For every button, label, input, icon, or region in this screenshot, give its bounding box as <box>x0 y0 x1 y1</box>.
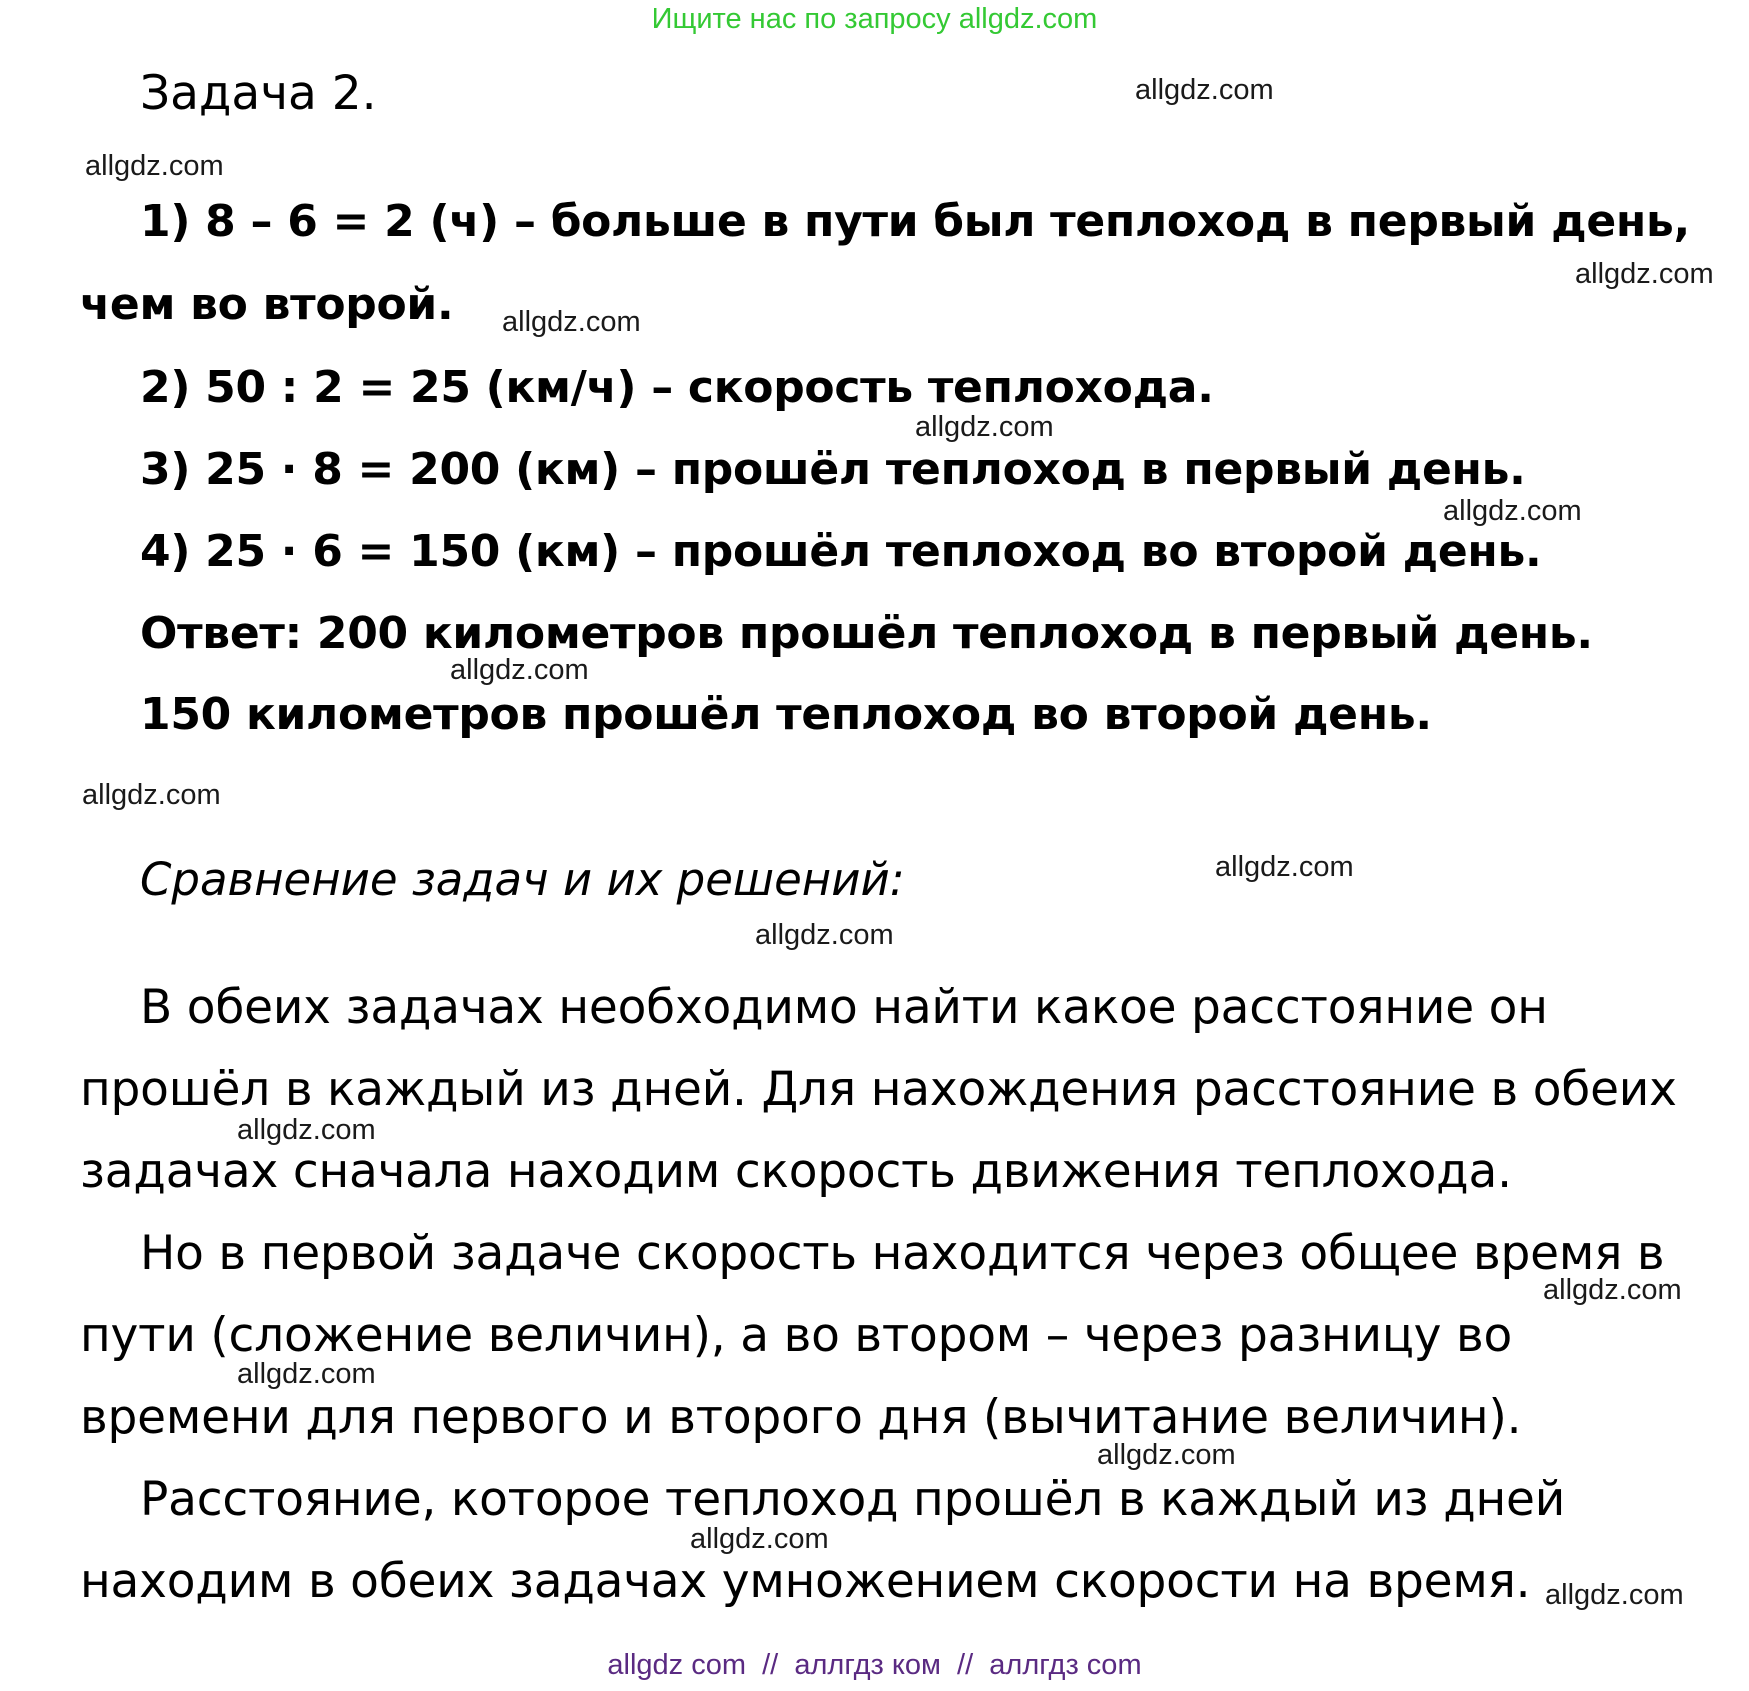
comparison-line-6: времени для первого и второго дня (вычитание величин). <box>80 1390 1522 1445</box>
answer-line-1: Ответ: 200 километров прошёл теплоход в первый день. <box>140 608 1593 659</box>
solution-step-3: 3) 25 · 8 = 200 (км) – прошёл теплоход в первый день. <box>140 444 1526 495</box>
watermark: allgdz.com <box>1543 1274 1682 1306</box>
solution-step-4: 4) 25 · 6 = 150 (км) – прошёл теплоход во второй день. <box>140 526 1542 577</box>
watermark: allgdz.com <box>1575 258 1714 290</box>
comparison-title: Сравнение задач и их решений: <box>140 853 905 906</box>
watermark: allgdz.com <box>85 150 224 182</box>
comparison-line-1: В обеих задачах необходимо найти какое расстояние он <box>140 980 1548 1035</box>
comparison-line-2: прошёл в каждый из дней. Для нахождения расстояние в обеих <box>80 1062 1677 1117</box>
watermark: allgdz.com <box>915 411 1054 443</box>
comparison-line-7: Расстояние, которое теплоход прошёл в каждый из дней <box>140 1472 1566 1527</box>
answer-line-2: 150 километров прошёл теплоход во второй день. <box>140 689 1432 740</box>
comparison-line-4: Но в первой задаче скорость находится через общее время в <box>140 1226 1665 1281</box>
watermark: allgdz.com <box>1135 74 1274 106</box>
watermark: allgdz.com <box>1545 1579 1684 1611</box>
watermark: allgdz.com <box>450 654 589 686</box>
comparison-line-3: задачах сначала находим скорость движения теплохода. <box>80 1144 1512 1199</box>
watermark: allgdz.com <box>237 1114 376 1146</box>
task-heading: Задача 2. <box>140 66 377 121</box>
solution-step-1-line-2: чем во второй. <box>80 279 454 330</box>
watermark: allgdz.com <box>1215 851 1354 883</box>
footer-links: allgdz com // аллгдз ком // аллгдз com <box>607 1649 1142 1681</box>
solution-step-1-line-1: 1) 8 – 6 = 2 (ч) – больше в пути был теплоход в первый день, <box>140 196 1690 247</box>
watermark: allgdz.com <box>82 779 221 811</box>
watermark: allgdz.com <box>1097 1439 1236 1471</box>
watermark: allgdz.com <box>237 1358 376 1390</box>
watermark: allgdz.com <box>755 919 894 951</box>
watermark: allgdz.com <box>502 306 641 338</box>
watermark: allgdz.com <box>1443 495 1582 527</box>
comparison-line-5: пути (сложение величин), а во втором – через разницу во <box>80 1308 1513 1363</box>
solution-step-2: 2) 50 : 2 = 25 (км/ч) – скорость теплохода. <box>140 362 1214 413</box>
comparison-line-8: находим в обеих задачах умножением скорости на время. <box>80 1554 1531 1609</box>
watermark: allgdz.com <box>690 1523 829 1555</box>
top-banner: Ищите нас по запросу allgdz.com <box>651 3 1098 35</box>
